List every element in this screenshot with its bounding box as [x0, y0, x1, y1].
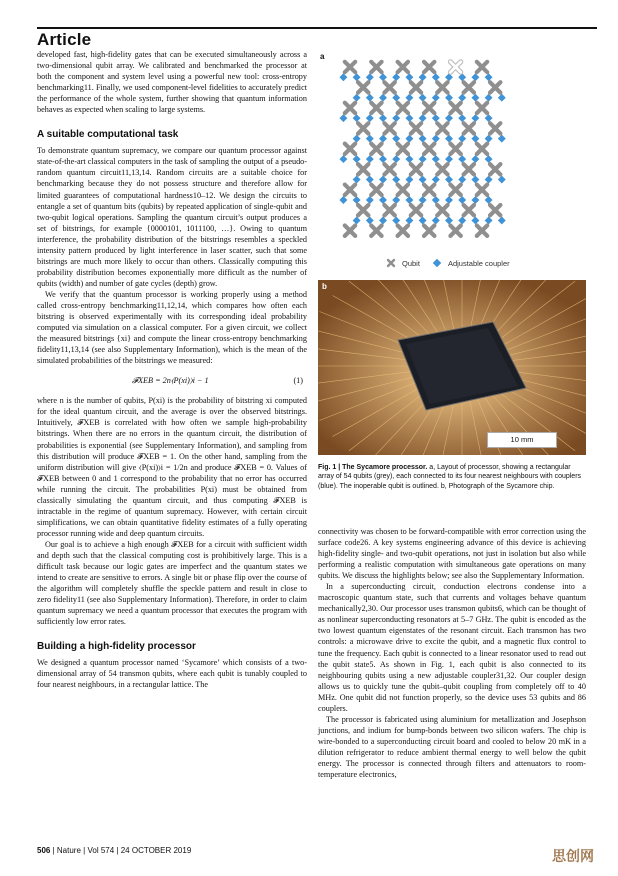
coupler	[366, 176, 374, 184]
coupler	[419, 216, 427, 224]
coupler	[485, 155, 493, 163]
coupler	[353, 73, 361, 81]
qubit	[345, 185, 355, 195]
equation-formula: 𝓕XEB = 2n⟨P(xi)⟩i − 1	[132, 376, 209, 386]
qubit	[358, 123, 368, 133]
coupler	[353, 216, 361, 224]
qubit	[345, 62, 355, 72]
qubit	[424, 103, 434, 113]
coupler	[498, 176, 506, 184]
qubit	[477, 144, 487, 154]
coupler	[392, 216, 400, 224]
coupler	[366, 94, 374, 102]
paragraph-task-2: We verify that the quantum processor is working properly using a method called cross-entropy benchmarking11,12,14, which compares how often each bitstring is observed experimentally with its corresponding ideal probability computed via simulation on a classical computer. For a given circuit, we collect the measured bitstrings {xi} and compute the linear cross-entropy benchmarking fidelity11,13,14 (see also Supplementary Information), which is the mean of the simulated probabilities of the bitstrings we measured:	[37, 289, 307, 366]
qubit	[477, 62, 487, 72]
qubit	[411, 164, 421, 174]
qubit	[464, 205, 474, 215]
coupler	[366, 196, 374, 204]
equation-number: (1)	[293, 376, 303, 386]
qubit	[411, 205, 421, 215]
coupler	[392, 94, 400, 102]
qubit	[437, 82, 447, 92]
coupler	[485, 176, 493, 184]
coupler	[379, 73, 387, 81]
qubit	[358, 205, 368, 215]
section-heading-task: A suitable computational task	[37, 129, 179, 141]
coupler	[419, 176, 427, 184]
coupler	[353, 155, 361, 163]
coupler	[485, 216, 493, 224]
coupler	[379, 216, 387, 224]
coupler	[392, 176, 400, 184]
figure-label-a: a	[320, 52, 325, 61]
coupler	[339, 114, 347, 122]
qubit	[424, 225, 434, 235]
coupler	[432, 114, 440, 122]
qubit	[371, 144, 381, 154]
legend-coupler-label: Adjustable coupler	[447, 258, 510, 268]
figure-caption	[318, 463, 586, 491]
coupler	[485, 135, 493, 143]
coupler	[458, 196, 466, 204]
coupler	[353, 135, 361, 143]
watermark-logo: 思创网	[552, 849, 594, 865]
coupler	[353, 94, 361, 102]
qubit	[424, 144, 434, 154]
footer-sep-2: |	[83, 846, 86, 855]
coupler	[445, 135, 453, 143]
coupler	[471, 135, 479, 143]
coupler	[339, 155, 347, 163]
caption-title: Fig. 1 | The Sycamore processor.	[318, 464, 428, 471]
paragraph-task-4: Our goal is to achieve a high enough 𝓕XEB for a circuit with sufficient width and depth such that the classical computing cost is prohibitively large. This is a difficult task because our logic gates are imperfect and the quantum states we intend to create are sensitive to errors. A single bit or phase flip over the course of the algorithm will completely shuffle the speckle pattern and result in close to zero fidelity11 (see also Supplementary Information). Therefore, in order to claim quantum supremacy we need a quantum processor that executes the program with sufficiently low error rates.	[37, 539, 307, 627]
qubit	[477, 225, 487, 235]
coupler	[432, 73, 440, 81]
coupler	[419, 73, 427, 81]
paragraph-task-1: To demonstrate quantum supremacy, we compare our quantum processor against state-of-the-art classical computers in the task of sampling the output of a pseudo-random quantum circuit11,13,14. Random circuits are a suitable choice for benchmarking because they do not possess structure and therefore allow for limited guarantees of computational hardness10–12. We design the circuits to entangle a set of quantum bits (qubits) by repeated application of single-qubit and two-qubit logical operations. Sampling the quantum circuit’s output produces a set of bitstrings, for example {0000101, 1011100, …}. Owing to quantum interference, the probability distribution of the bitstrings resembles a speckled intensity pattern produced by light interference in laser scatter, such that some bitstrings are much more likely to occur than others. Classically computing this probability distribution becomes exponentially more difficult as the number of qubits (width) and number of gate cycles (depth) grow.	[37, 146, 307, 288]
coupler	[458, 155, 466, 163]
coupler	[339, 73, 347, 81]
coupler	[366, 216, 374, 224]
qubit	[464, 164, 474, 174]
qubit	[358, 82, 368, 92]
coupler	[379, 176, 387, 184]
qubit	[384, 164, 394, 174]
coupler	[392, 73, 400, 81]
qubit	[398, 62, 408, 72]
qubit	[437, 123, 447, 133]
paragraph-right-2: In a superconducting circuit, conduction electrons condense into a macroscopic quantum state, such that currents and voltages behave quantum mechanically2,30. Our processor uses transmon qubits6, which can be thought of as nonlinear superconducting resonators at 5–7 GHz. The qubit is encoded as the two lowest quantum eigenstates of the resonant circuit. Each transmon has two controls: a microwave drive to excite the qubit, and a magnetic flux control to tune the frequency. Each qubit is connected to a linear resonator used to read out the qubit state5. As shown in Fig. 1, each qubit is also connected to its neighbouring qubits using a new adjustable coupler31,32. Our coupler design allows us to quickly tune the qubit–qubit coupling from completely off to 40 MHz. One qubit did not function properly, so the device uses 53 qubits and 86 couplers.	[318, 582, 586, 713]
figure-legend	[386, 258, 510, 268]
qubit	[490, 123, 500, 133]
coupler	[471, 216, 479, 224]
qubit	[371, 225, 381, 235]
page-footer	[37, 846, 191, 855]
coupler	[432, 155, 440, 163]
coupler	[498, 216, 506, 224]
qubit	[464, 82, 474, 92]
coupler	[353, 176, 361, 184]
coupler	[405, 114, 413, 122]
coupler	[405, 216, 413, 224]
qubit	[411, 82, 421, 92]
coupler	[445, 114, 453, 122]
qubit	[424, 62, 434, 72]
qubit	[450, 225, 460, 235]
coupler	[379, 94, 387, 102]
coupler	[458, 176, 466, 184]
coupler	[353, 196, 361, 204]
qubit	[384, 205, 394, 215]
coupler	[485, 94, 493, 102]
qubit	[490, 82, 500, 92]
coupler	[379, 155, 387, 163]
qubit	[345, 225, 355, 235]
coupler	[485, 114, 493, 122]
qubit	[371, 62, 381, 72]
coupler	[432, 216, 440, 224]
coupler	[458, 114, 466, 122]
paragraph-right-1: connectivity was chosen to be forward-compatible with error correction using the surface code26. A key systems engineering advance of this device is achieving high-fidelity single- and two-qubit operations, not just in isolation but also while performing a realistic computation with simultaneous gate operations on many qubits. We discuss the highlights below; see also the Supplementary Information.	[318, 527, 586, 581]
legend-qubit-label: Qubit	[402, 258, 420, 268]
coupler	[458, 135, 466, 143]
inoperable-qubit	[450, 62, 460, 72]
paragraph-right-3: The processor is fabricated using aluminium for metallization and Josephson junctions, and indium for bump-bonds between two silicon wafers. The chip is wire-bonded to a superconducting circuit board and cooled to below 20 mK in a dilution refrigerator to reduce ambient thermal energy to well below the qubit energy. The processor is connected through filters and attenuators to room-temperature electronics,	[318, 714, 586, 780]
coupler	[419, 155, 427, 163]
qubit	[424, 185, 434, 195]
qubit	[490, 205, 500, 215]
coupler	[366, 155, 374, 163]
coupler	[445, 73, 453, 81]
qubit	[384, 123, 394, 133]
coupler	[379, 114, 387, 122]
coupler-legend-icon	[432, 258, 442, 268]
qubit	[490, 164, 500, 174]
coupler	[498, 135, 506, 143]
issue-date: 24 OCTOBER 2019	[120, 846, 192, 855]
section-header: Article	[37, 30, 92, 49]
coupler	[471, 114, 479, 122]
coupler	[458, 216, 466, 224]
qubit	[437, 205, 447, 215]
caption-body: a, Layout of processor, showing a rectangular array of 54 qubits (grey), each connected to its four nearest neighbours with couplers (blue). The inoperable qubit is outlined. b, Photograph of the Sycamore chip.	[318, 464, 582, 490]
coupler	[445, 94, 453, 102]
coupler	[405, 73, 413, 81]
qubit	[450, 144, 460, 154]
sycamore-chip-photo	[318, 280, 586, 455]
coupler	[471, 176, 479, 184]
qubit	[345, 144, 355, 154]
qubit	[398, 185, 408, 195]
coupler	[392, 196, 400, 204]
equation-1	[37, 375, 307, 386]
coupler	[339, 196, 347, 204]
qubit	[477, 185, 487, 195]
coupler	[471, 155, 479, 163]
qubit	[345, 103, 355, 113]
qubit	[371, 185, 381, 195]
coupler	[432, 176, 440, 184]
coupler	[498, 94, 506, 102]
qubit	[450, 185, 460, 195]
coupler	[419, 135, 427, 143]
right-column	[318, 526, 586, 780]
paragraph-task-3: where n is the number of qubits, P(xi) is the probability of bitstring xi computed for the ideal quantum circuit, and the average is over the observed bitstrings. Intuitively, 𝓕XEB is correlated with how often we sample high-probability bitstrings. When there are no errors in the quantum circuit, the distribution of probabilities is exponential (see Supplementary Information), and sampling from this distribution will produce 𝓕XEB = 1. On the other hand, sampling from the uniform distribution will give ⟨P(xi)⟩i = 1/2n and produce 𝓕XEB = 0. Values of 𝓕XEB between 0 and 1 correspond to the probability that no error has occurred while running the circuit. The probabilities P(xi) must be obtained from classically simulating the quantum circuit, and thus computing 𝓕XEB is intractable in the regime of quantum supremacy. However, with certain circuit simplifications, we can obtain quantitative fidelity estimates of a fully operating processor running wide and deep quantum circuits.	[37, 396, 307, 538]
intro-paragraph: developed fast, high-fidelity gates that can be executed simultaneously across a two-dimensional qubit array. We calibrated and benchmarked the processor at both the component and system level using a powerful new tool: cross-entropy benchmarking11. Finally, we used component-level fidelities to accurately predict the performance of the whole system, further showing that quantum information behaves as expected when scaling to large systems.	[37, 50, 307, 115]
qubit	[437, 164, 447, 174]
coupler	[471, 196, 479, 204]
footer-sep-1: |	[52, 846, 55, 855]
coupler	[485, 196, 493, 204]
volume: Vol 574	[87, 846, 115, 855]
journal-name: Nature	[56, 846, 81, 855]
coupler	[405, 196, 413, 204]
coupler	[432, 135, 440, 143]
coupler	[405, 135, 413, 143]
chip-illustration	[318, 280, 586, 455]
qubit	[398, 225, 408, 235]
coupler	[405, 155, 413, 163]
qubit-layout-diagram	[318, 49, 586, 274]
qubit	[398, 103, 408, 113]
coupler	[366, 135, 374, 143]
coupler	[392, 135, 400, 143]
coupler	[379, 135, 387, 143]
coupler	[432, 196, 440, 204]
qubit	[384, 82, 394, 92]
qubit	[477, 103, 487, 113]
coupler	[405, 94, 413, 102]
coupler	[392, 155, 400, 163]
coupler	[445, 216, 453, 224]
coupler	[419, 114, 427, 122]
coupler	[471, 73, 479, 81]
footer-sep-3: |	[116, 846, 119, 855]
qubit	[450, 103, 460, 113]
header-rule	[37, 27, 597, 29]
coupler	[379, 196, 387, 204]
coupler	[432, 94, 440, 102]
qubit-legend-icon	[386, 258, 396, 268]
coupler	[419, 94, 427, 102]
coupler	[353, 114, 361, 122]
qubit	[398, 144, 408, 154]
coupler	[485, 73, 493, 81]
coupler	[471, 94, 479, 102]
coupler	[366, 73, 374, 81]
coupler	[445, 155, 453, 163]
coupler	[405, 176, 413, 184]
coupler	[419, 196, 427, 204]
page-number: 506	[37, 846, 51, 855]
coupler	[392, 114, 400, 122]
qubit	[464, 123, 474, 133]
qubit	[371, 103, 381, 113]
qubit	[411, 123, 421, 133]
coupler	[458, 73, 466, 81]
coupler	[458, 94, 466, 102]
coupler	[445, 196, 453, 204]
scale-bar: 10 mm	[487, 432, 557, 448]
figure-label-b: b	[322, 282, 327, 291]
section-heading-processor: Building a high-fidelity processor	[37, 641, 196, 653]
paragraph-processor-1: We designed a quantum processor named ‘Sycamore’ which consists of a two-dimensional array of 54 transmon qubits, where each qubit is tunably coupled to four nearest neighbours, in a rectangular lattice. The	[37, 658, 307, 690]
coupler	[445, 176, 453, 184]
qubit	[358, 164, 368, 174]
coupler	[366, 114, 374, 122]
left-column	[37, 49, 307, 690]
